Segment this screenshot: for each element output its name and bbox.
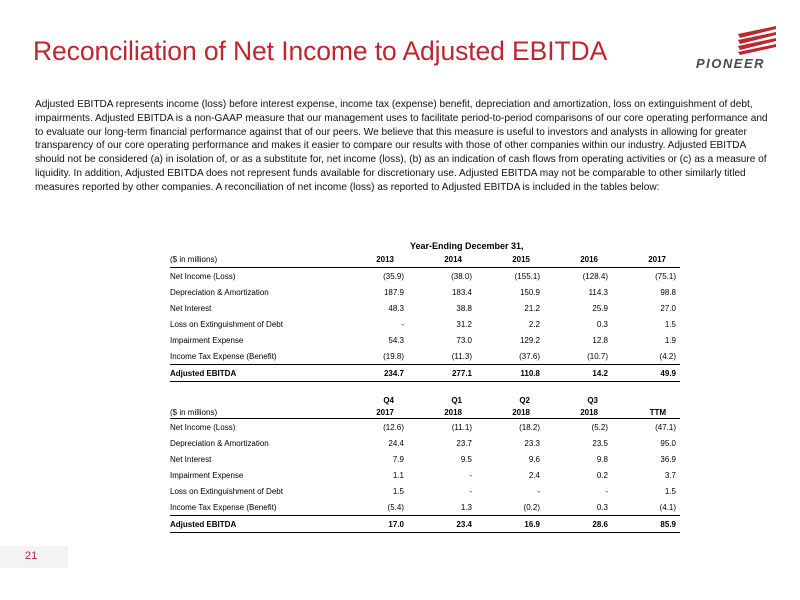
quarter-header-row	[170, 395, 680, 406]
table-header-row	[170, 252, 680, 268]
cell-value: (38.0)	[451, 271, 472, 281]
cell-value: (19.8)	[340, 348, 408, 365]
cell-value: (18.2)	[519, 422, 540, 432]
table-row	[170, 451, 680, 467]
total-value: 110.8	[476, 365, 544, 382]
quarter-header: Q1	[451, 396, 462, 405]
ebitda-annual-table	[170, 252, 680, 382]
cell-value: 23.3	[524, 438, 540, 448]
cell-value: 9.5	[460, 454, 472, 464]
total-value: 234.7	[340, 365, 408, 382]
unit-label: ($ in millions)	[170, 252, 340, 268]
row-label: Net Income (Loss)	[170, 271, 236, 281]
cell-value: 9.6	[528, 454, 540, 464]
table-row	[170, 348, 680, 365]
cell-value: (12.6)	[383, 422, 404, 432]
cell-value: 31.2	[456, 319, 472, 329]
cell-value: -	[469, 470, 472, 480]
row-label: Net Interest	[170, 303, 212, 313]
year-header: TTM	[612, 406, 680, 419]
table-row	[170, 268, 680, 285]
total-row	[170, 516, 680, 533]
cell-value: 183.4	[451, 287, 472, 297]
quarter-header: Q3	[587, 396, 598, 405]
table-row	[170, 300, 680, 316]
total-value: 85.9	[612, 516, 680, 533]
row-label: Loss on Extinguishment of Debt	[170, 486, 283, 496]
cell-value: (0.2)	[476, 499, 544, 516]
cell-value: -	[401, 319, 404, 329]
cell-value: (37.6)	[476, 348, 544, 365]
row-label: Loss on Extinguishment of Debt	[170, 319, 283, 329]
cell-value: 0.2	[596, 470, 608, 480]
cell-value: 1.9	[664, 335, 676, 345]
cell-value: 54.3	[388, 335, 404, 345]
cell-value: (4.2)	[612, 348, 680, 365]
total-value: 28.6	[544, 516, 612, 533]
cell-value: 23.7	[456, 438, 472, 448]
cell-value: (11.3)	[408, 348, 476, 365]
cell-value: 0.3	[544, 499, 612, 516]
cell-value: (5.4)	[340, 499, 408, 516]
year-header: 2017	[340, 406, 408, 419]
table-row	[170, 284, 680, 300]
table-row	[170, 467, 680, 483]
page-title: Reconciliation of Net Income to Adjusted EBITDA	[33, 36, 608, 66]
table-row	[170, 316, 680, 332]
quarter-header	[612, 395, 680, 406]
cell-value: 129.2	[519, 335, 540, 345]
cell-value: 48.3	[388, 303, 404, 313]
cell-value: (75.1)	[655, 271, 676, 281]
total-label: Adjusted EBITDA	[170, 365, 340, 382]
total-value: 49.9	[612, 365, 680, 382]
cell-value: 98.8	[660, 287, 676, 297]
cell-value: (47.1)	[655, 422, 676, 432]
page-number: 21	[25, 550, 38, 562]
row-label: Depreciation & Amortization	[170, 287, 269, 297]
cell-value: 95.0	[660, 438, 676, 448]
table-row	[170, 435, 680, 451]
cell-value: 27.0	[660, 303, 676, 313]
year-header-row	[170, 406, 680, 419]
cell-value: 187.9	[383, 287, 404, 297]
total-value: 277.1	[408, 365, 476, 382]
cell-value: -	[469, 486, 472, 496]
table-row	[170, 483, 680, 499]
cell-value: 9.8	[596, 454, 608, 464]
year-header: 2014	[408, 252, 476, 268]
total-label: Adjusted EBITDA	[170, 516, 340, 533]
year-header: 2018	[476, 406, 544, 419]
total-value: 14.2	[544, 365, 612, 382]
ebitda-quarterly-table	[170, 395, 680, 533]
cell-value: 1.5	[664, 486, 676, 496]
year-header: 2017	[612, 252, 680, 268]
total-value: 17.0	[340, 516, 408, 533]
cell-value: 2.2	[528, 319, 540, 329]
cell-value: 2.4	[528, 470, 540, 480]
table-row	[170, 332, 680, 348]
cell-value: 1.5	[392, 486, 404, 496]
cell-value: -	[605, 486, 608, 496]
total-row	[170, 365, 680, 382]
row-label: Income Tax Expense (Benefit)	[170, 348, 340, 365]
cell-value: (11.1)	[451, 422, 472, 432]
cell-value: 12.8	[592, 335, 608, 345]
cell-value: 7.9	[392, 454, 404, 464]
cell-value: -	[537, 486, 540, 496]
cell-value: 1.1	[392, 470, 404, 480]
row-label: Impairment Expense	[170, 470, 244, 480]
quarter-header: Q4	[383, 396, 394, 405]
cell-value: 1.5	[664, 319, 676, 329]
quarter-header: Q2	[519, 396, 530, 405]
logo-wordmark: PIONEER	[696, 56, 766, 71]
row-label: Net Interest	[170, 454, 212, 464]
cell-value: (128.4)	[582, 271, 608, 281]
year-header: 2018	[408, 406, 476, 419]
row-label: Net Income (Loss)	[170, 422, 236, 432]
cell-value: 36.9	[660, 454, 676, 464]
unit-label: ($ in millions)	[170, 406, 340, 419]
total-value: 16.9	[476, 516, 544, 533]
row-label: Depreciation & Amortization	[170, 438, 269, 448]
cell-value: (10.7)	[544, 348, 612, 365]
table1-caption: Year-Ending December 31,	[410, 241, 524, 251]
cell-value: 150.9	[519, 287, 540, 297]
cell-value: 24.4	[388, 438, 404, 448]
row-label: Income Tax Expense (Benefit)	[170, 499, 340, 516]
year-header: 2018	[544, 406, 612, 419]
cell-value: 38.8	[456, 303, 472, 313]
year-header: 2016	[544, 252, 612, 268]
cell-value: (4.1)	[612, 499, 680, 516]
cell-value: 73.0	[456, 335, 472, 345]
cell-value: 3.7	[664, 470, 676, 480]
cell-value: 21.2	[524, 303, 540, 313]
cell-value: (155.1)	[514, 271, 540, 281]
year-header: 2013	[340, 252, 408, 268]
cell-value: 1.3	[408, 499, 476, 516]
cell-value: (35.9)	[383, 271, 404, 281]
total-value: 23.4	[408, 516, 476, 533]
table-row	[170, 499, 680, 516]
cell-value: 23.5	[592, 438, 608, 448]
cell-value: (5.2)	[591, 422, 608, 432]
cell-value: 114.3	[588, 287, 608, 297]
row-label: Impairment Expense	[170, 335, 244, 345]
year-header: 2015	[476, 252, 544, 268]
cell-value: 0.3	[596, 319, 608, 329]
description-paragraph: Adjusted EBITDA represents income (loss) before interest expense, income tax (expense) benefit, depreciation and amortization, loss on extinguishment of debt, impairments. Adjusted EBITDA is a non-GAAP measure that our management uses to facilitate period-to-period comparisons of our core operating performance and to evaluate our long-term financial performance against that of our peers. We believe that this measure is useful to investors and analysts in allowing for greater transparency of our core operating performance and makes it easier to compare our results with those of other companies within our industry. Adjusted EBITDA should not be considered (a) in isolation of, or as a substitute for, net income (loss), (b) as an indication of cash flows from operating activities or (c) as a measure of liquidity. In addition, Adjusted EBITDA does not represent funds available for discretionary use. Adjusted EBITDA may not be comparable to other similarly titled measures reported by other companies. A reconciliation of net income (loss) as reported to Adjusted EBITDA is included in the tables below:	[35, 99, 768, 193]
table-row	[170, 419, 680, 436]
cell-value: 25.9	[592, 303, 608, 313]
